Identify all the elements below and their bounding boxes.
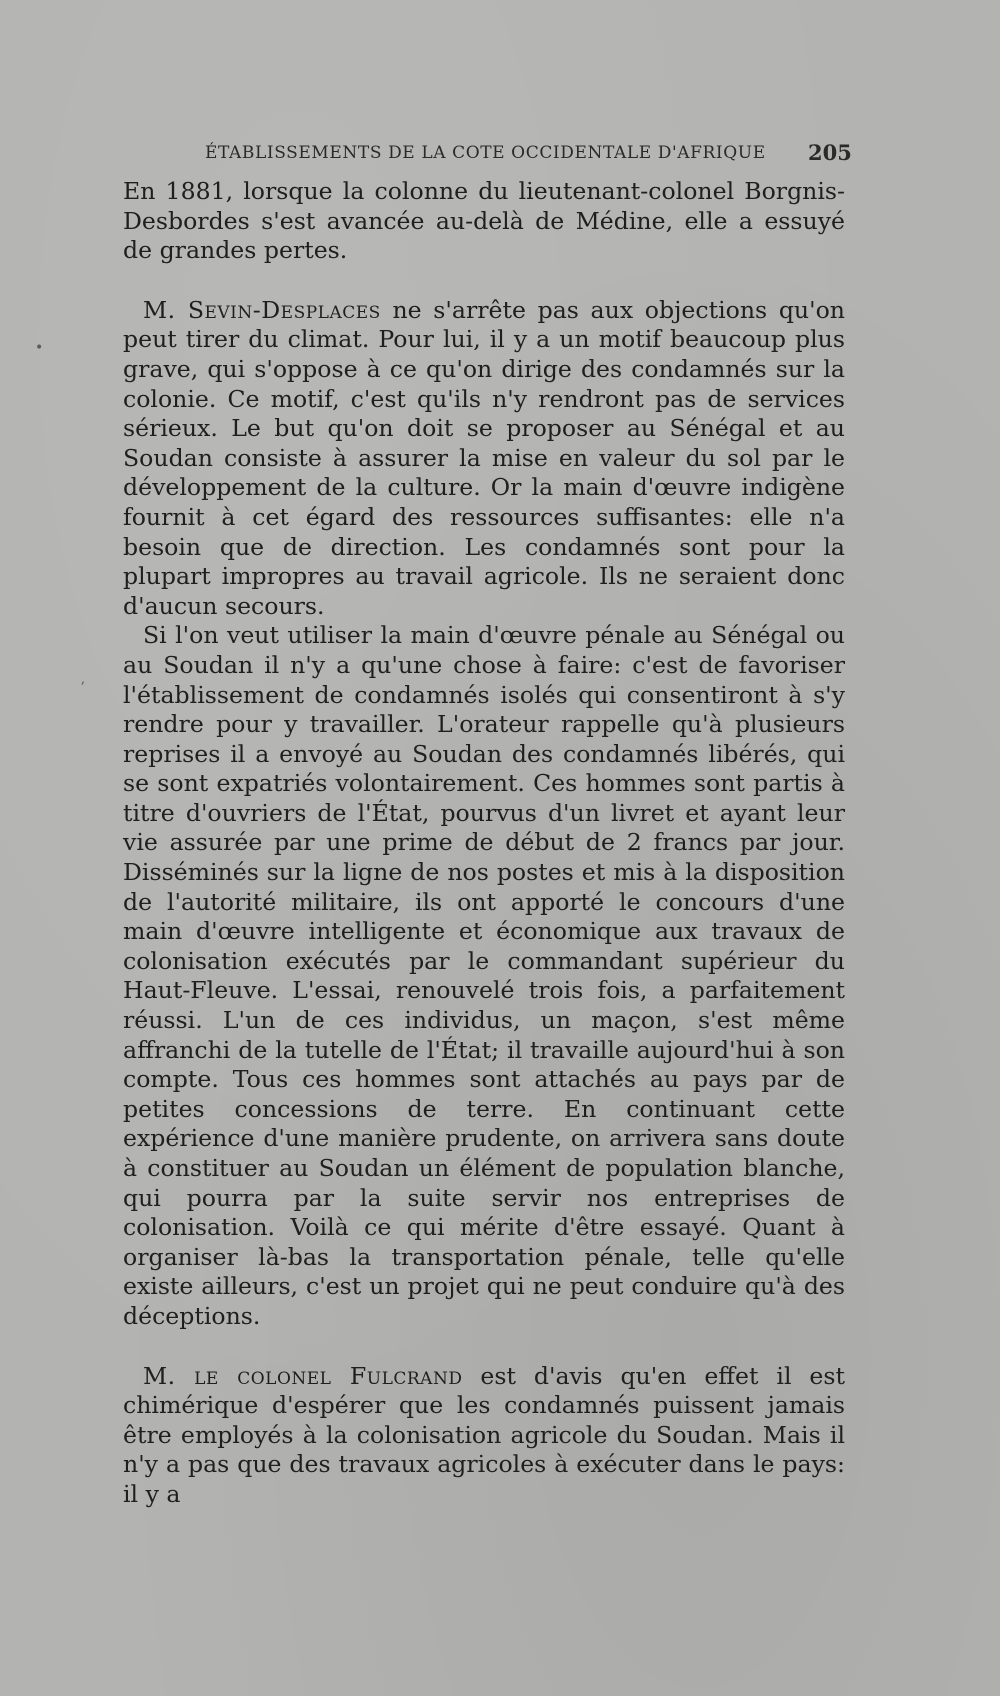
paragraph-2-text: ne s'arrête pas aux objections qu'on peut tirer du climat. Pour lui, il y a un motif beaucoup plus grave, qui s'oppose à ce qu'on dirige des condamnés sur la colonie. Ce motif, c'est qu'ils n'y rendront pas de services sérieux. Le but qu'on doit se proposer au Sénégal et au Soudan consiste à assurer la mise en valeur du sol par le développement de la culture. Or la main d'œuvre indigène fournit à cet égard des ressources suffisantes: elle n'a besoin que de direction. Les condamnés sont pour la plupart impropres au travail agricole. Ils ne seraient donc d'aucun secours. <box>123 295 846 620</box>
paragraph-spacer <box>123 1332 845 1362</box>
paragraph-1: En 1881, lorsque la colonne du lieutenant-colonel Borgnis-Desbordes s'est avancée au-delà de Médine, elle a essuyé de grandes pertes. <box>123 177 845 265</box>
page-number: 205 <box>808 140 852 165</box>
paragraph-3: Si l'on veut utiliser la main d'œuvre pénale au Sénégal ou au Soudan il n'y a qu'une chose à faire: c'est de favoriser l'établissement de condamnés isolés qui consentiront à s'y rendre pour y travailler. L'orateur rappelle qu'à plusieurs reprises il a envoyé au Soudan des condamnés libérés, qui se sont expatriés volontairement. Ces hommes sont partis à titre d'ouvriers de l'État, pourvus d'un livret et ayant leur vie assurée par une prime de début de 2 francs par jour. Disséminés sur la ligne de nos postes et mis à la disposition de l'autorité militaire, ils ont apporté le concours d'une main d'œuvre intelligente et économique aux travaux de colonisation exécutés par le commandant supérieur du Haut-Fleuve. L'essai, renouvelé trois fois, a parfaitement réussi. L'un de ces individus, un maçon, s'est même affranchi de la tutelle de l'État; il travaille aujourd'hui à son compte. Tous ces hommes sont attachés au pays par de petites concessions de terre. En continuant cette expérience d'une manière prudente, on arrivera sans doute à constituer au Soudan un élément de population blanche, qui pourra par la suite servir nos entreprises de colonisation. Voilà ce qui mérite d'être essayé. Quant à organiser là-bas la transportation pénale, telle qu'elle existe ailleurs, c'est un projet qui ne peut conduire qu'à des déceptions. <box>123 621 845 1330</box>
paragraph-4-text: est d'avis qu'en effet il est chimérique d'espérer que les condamnés puissent jamais être employés à la colonisation agricole du Soudan. Mais il n'y a pas que des travaux agricoles à exécuter dans le pays: il y a <box>123 1361 845 1508</box>
running-head <box>205 143 845 163</box>
speaker-name: M. le colonel Fulcrand <box>143 1361 463 1390</box>
paragraph-spacer <box>123 266 845 296</box>
running-title: ÉTABLISSEMENTS DE LA COTE OCCIDENTALE D'AFRIQUE <box>205 143 766 163</box>
body-text <box>123 177 845 1510</box>
paragraph-4 <box>123 1362 845 1510</box>
margin-speck: • <box>35 340 44 356</box>
speaker-name: M. Sevin-Desplaces <box>143 295 381 324</box>
paragraph-2 <box>123 296 845 622</box>
margin-speck: ʼ <box>80 680 85 696</box>
